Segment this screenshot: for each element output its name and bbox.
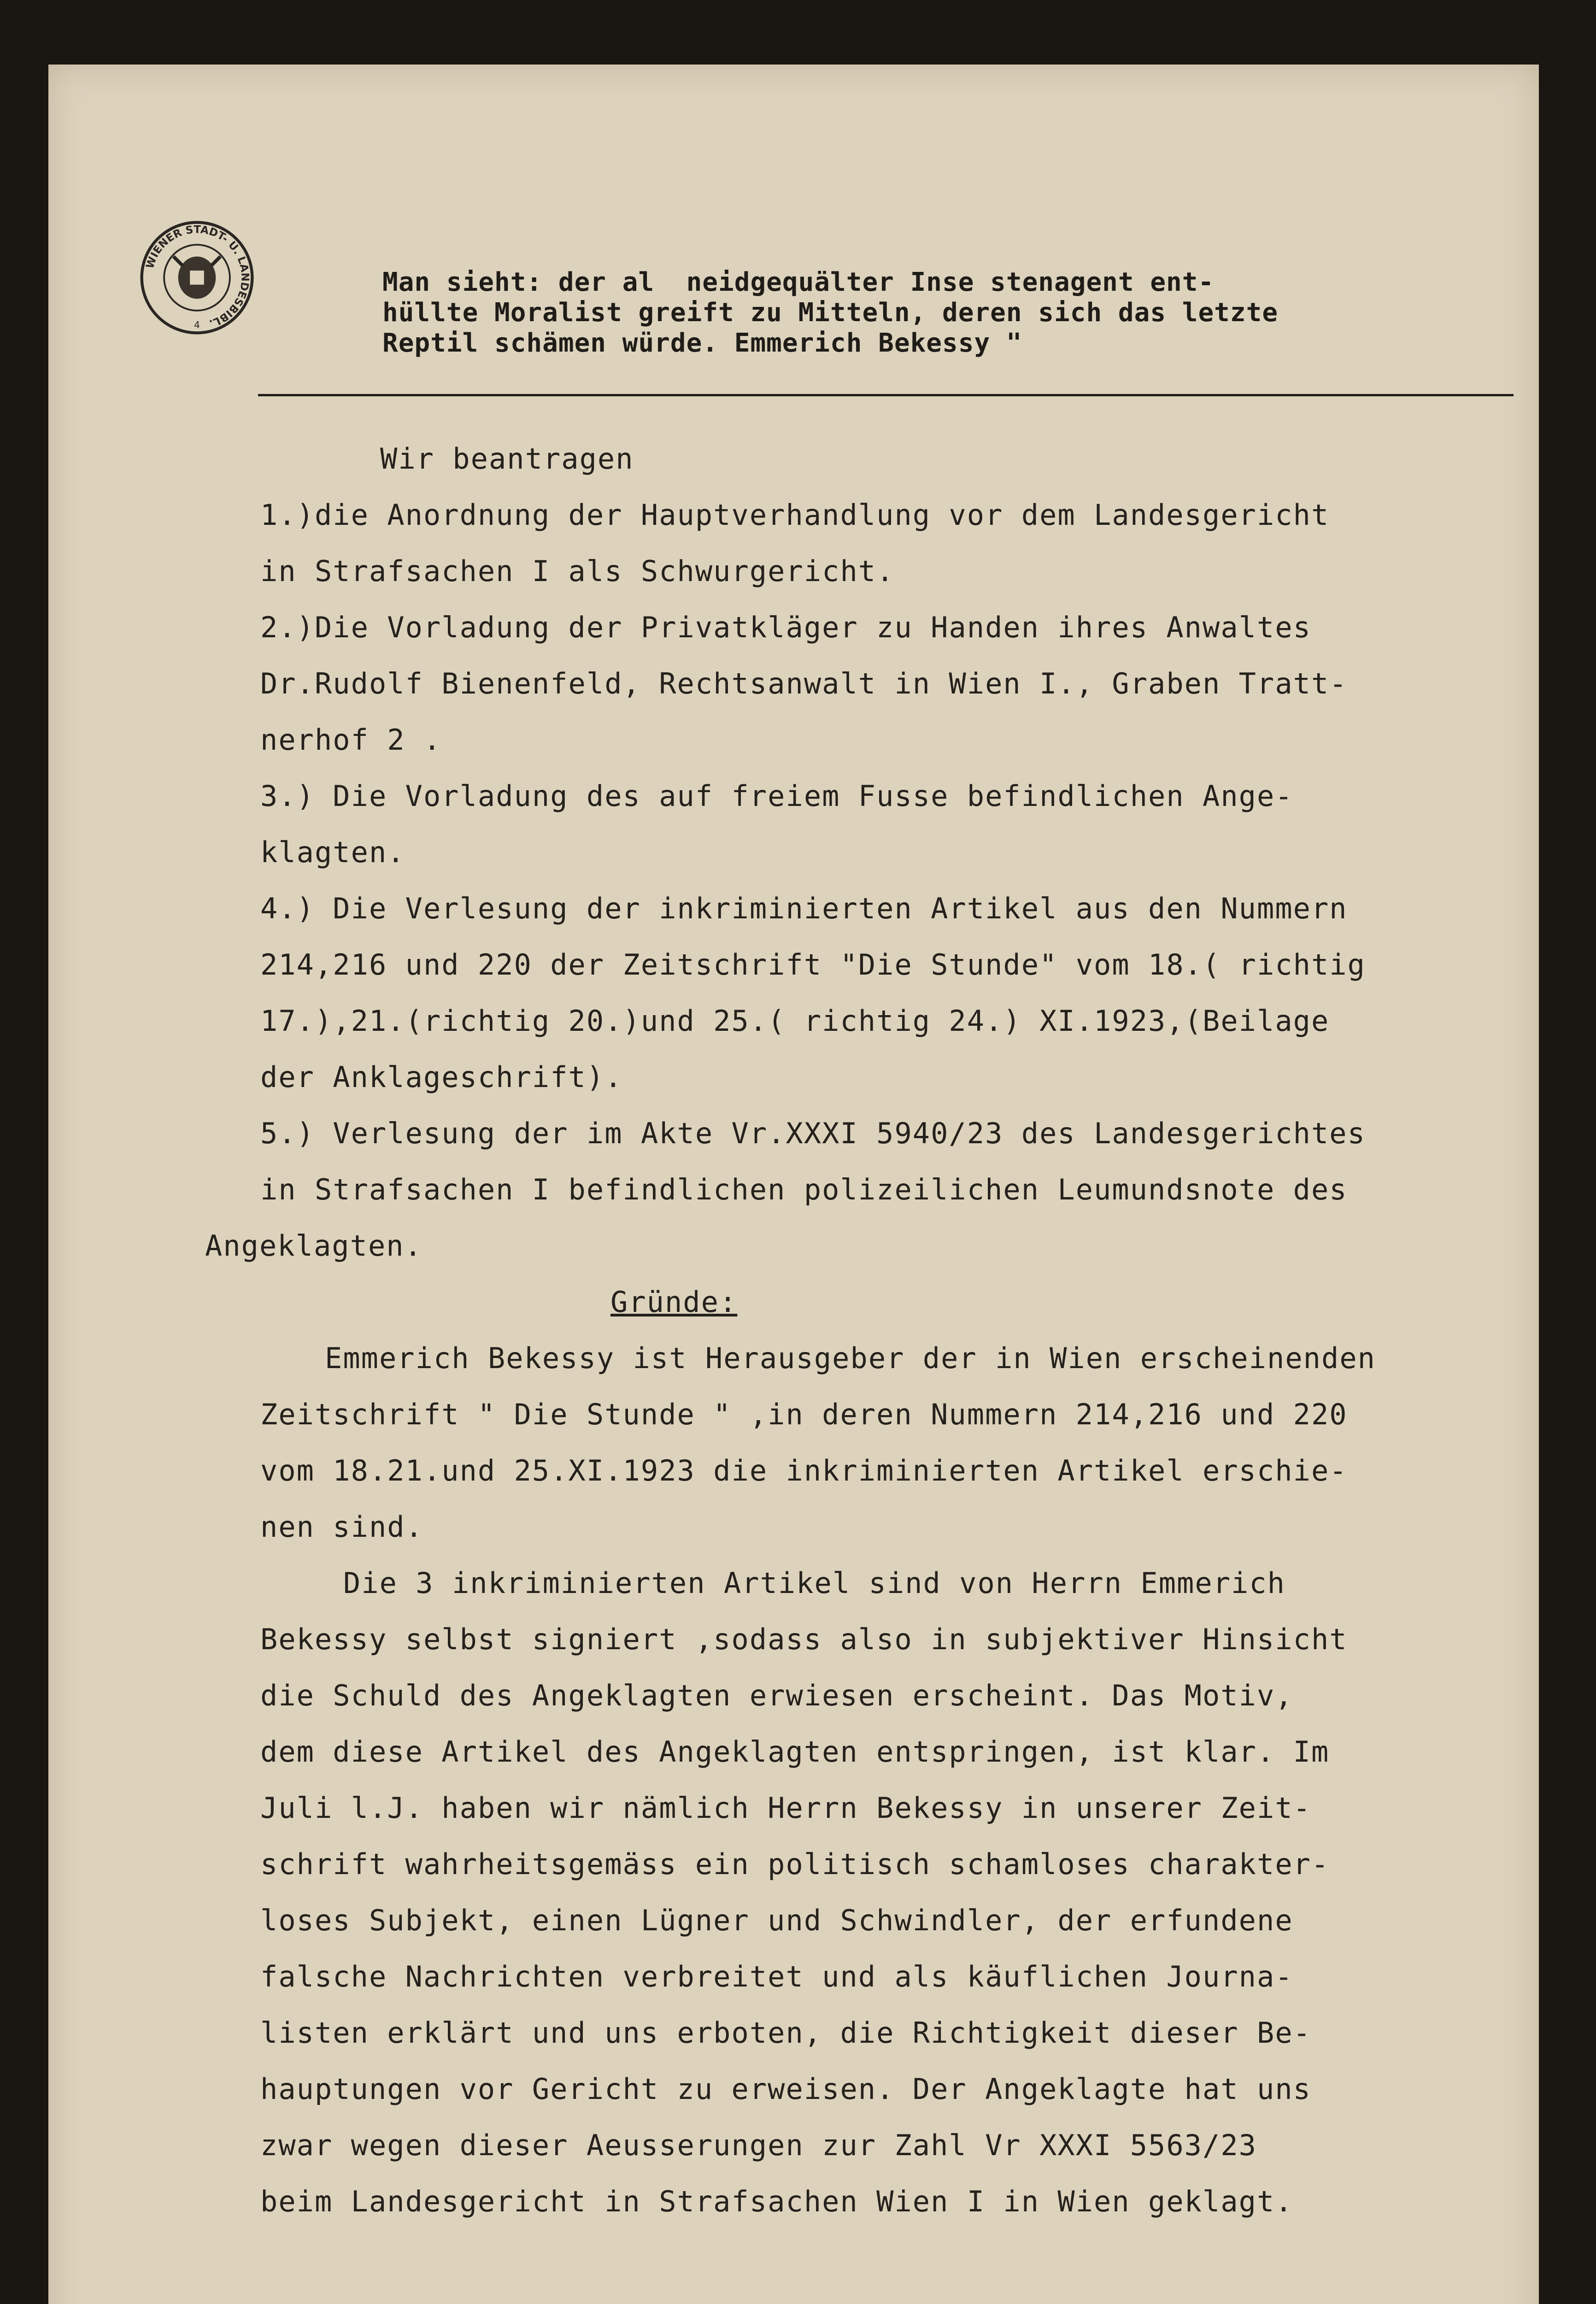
- body-line: 2.)Die Vorladung der Privatkläger zu Handen ihres Anwaltes: [260, 611, 1311, 644]
- section-heading: Gründe:: [610, 1285, 738, 1319]
- body-line: loses Subjekt, einen Lügner und Schwindler, der erfundene: [260, 1904, 1293, 1937]
- eagle-crest-icon: [174, 257, 221, 299]
- body-line: Die 3 inkriminierten Artikel sind von Herrn Emmerich: [343, 1566, 1286, 1600]
- body-line: in Strafsachen I befindlichen polizeilichen Leumundsnote des: [260, 1173, 1348, 1206]
- quote-header: [382, 267, 1511, 359]
- body-line: nerhof 2 .: [260, 723, 442, 757]
- body-line: klagten.: [260, 835, 405, 869]
- typewritten-body: [205, 431, 1523, 2230]
- body-line: Wir beantragen: [380, 442, 634, 476]
- body-line: schrift wahrheitsgemäss ein politisch schamloses charakter-: [260, 1847, 1330, 1881]
- body-line: beim Landesgericht in Strafsachen Wien I in Wien geklagt.: [260, 2185, 1293, 2218]
- body-line: zwar wegen dieser Aeusserungen zur Zahl Vr XXXI 5563/23: [260, 2128, 1257, 2162]
- body-line: Juli l.J. haben wir nämlich Herrn Bekessy in unserer Zeit-: [260, 1791, 1311, 1825]
- body-line: der Anklageschrift).: [260, 1060, 623, 1094]
- body-line: Dr.Rudolf Bienenfeld, Rechtsanwalt in Wien I., Graben Tratt-: [260, 667, 1348, 700]
- body-line: hauptungen vor Gericht zu erweisen. Der Angeklagte hat uns: [260, 2072, 1311, 2106]
- body-line: 1.)die Anordnung der Hauptverhandlung vor dem Landesgericht: [260, 498, 1330, 532]
- library-stamp: [138, 219, 256, 336]
- body-line: nen sind.: [260, 1510, 423, 1544]
- stamp-ring-text: WIENER STADT- U. LANDESBIBL.: [144, 223, 251, 330]
- body-line: in Strafsachen I als Schwurgericht.: [260, 554, 895, 588]
- body-line: Zeitschrift " Die Stunde " ,in deren Nummern 214,216 und 220: [260, 1398, 1348, 1431]
- header-line: Reptil schämen würde. Emmerich Bekessy ": [382, 328, 1022, 358]
- body-line: 17.),21.(richtig 20.)und 25.( richtig 24.) XI.1923,(Beilage: [260, 1004, 1330, 1038]
- body-line: 5.) Verlesung der im Akte Vr.XXXI 5940/23 des Landesgerichtes: [260, 1117, 1366, 1150]
- header-divider: [258, 394, 1514, 396]
- body-line: dem diese Artikel des Angeklagten entspringen, ist klar. Im: [260, 1735, 1330, 1769]
- stamp-number: 4: [194, 319, 200, 331]
- body-line: Bekessy selbst signiert ,sodass also in subjektiver Hinsicht: [260, 1622, 1348, 1656]
- body-line: Angeklagten.: [205, 1229, 422, 1263]
- body-line: vom 18.21.und 25.XI.1923 die inkriminierten Artikel erschie-: [260, 1454, 1348, 1487]
- body-line: listen erklärt und uns erboten, die Richtigkeit dieser Be-: [260, 2016, 1311, 2050]
- body-line: die Schuld des Angeklagten erwiesen erscheint. Das Motiv,: [260, 1679, 1293, 1712]
- body-line: Emmerich Bekessy ist Herausgeber der in Wien erscheinenden: [325, 1341, 1376, 1375]
- header-line: Man sieht: der al neidgequälter Inse stenagent ent-: [382, 267, 1215, 297]
- body-line: falsche Nachrichten verbreitet und als käuflichen Journa-: [260, 1960, 1293, 1993]
- body-line: 4.) Die Verlesung der inkriminierten Artikel aus den Nummern: [260, 892, 1348, 925]
- header-line: hüllte Moralist greift zu Mitteln, deren sich das letzte: [382, 298, 1279, 328]
- body-line: 214,216 und 220 der Zeitschrift "Die Stunde" vom 18.( richtig: [260, 948, 1366, 982]
- body-line: 3.) Die Vorladung des auf freiem Fusse befindlichen Ange-: [260, 779, 1293, 813]
